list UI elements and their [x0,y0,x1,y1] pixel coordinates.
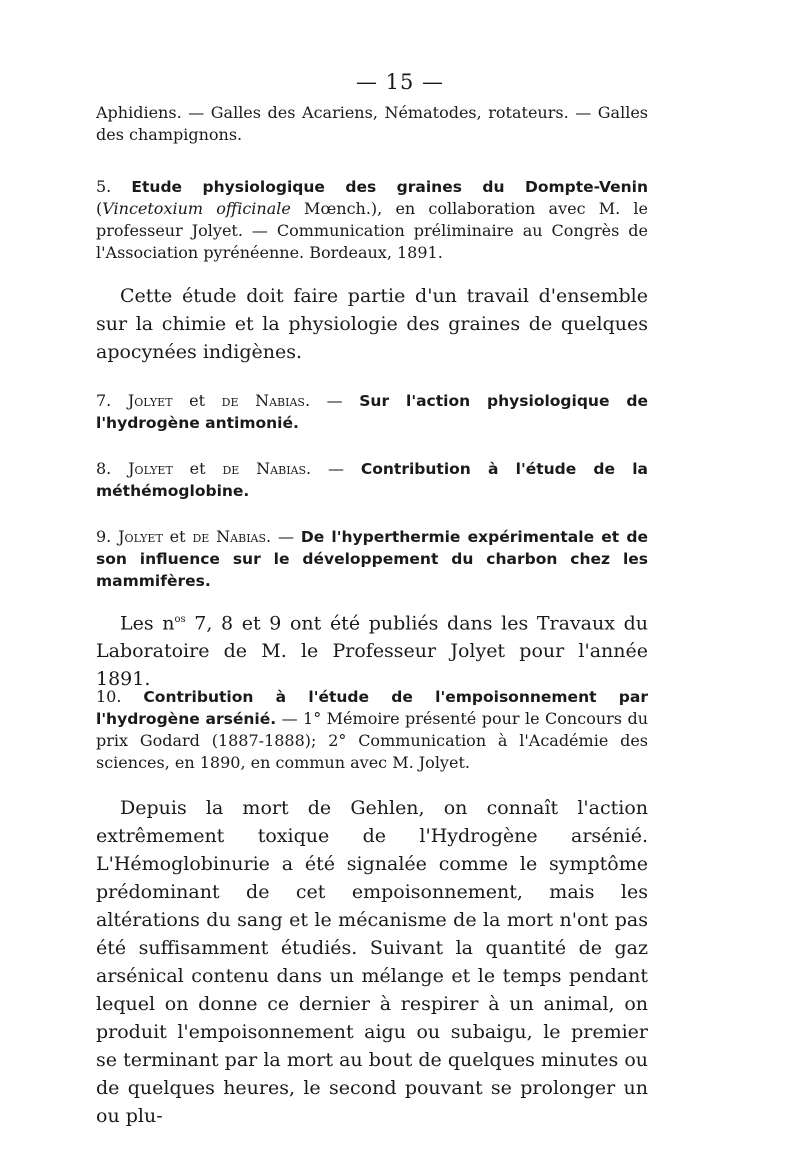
entry-8-title: Contribution à l'étude de la méthémoglobine. [96,460,648,500]
entry-7-author-and: et [172,391,222,410]
continuation-text: Aphidiens. — Galles des Acariens, Nématodes, rotateurs. — Galles des champignons. [96,103,648,144]
entry-9-title: De l'hyperthermie expérimentale et de son influence sur le développement du charbon chez les mammifères. [96,528,648,590]
entry-8-author-nabias: de Nabias [222,459,307,478]
entry-8 [96,458,648,502]
entry-10-number: 10. [96,687,122,706]
entry-9-separator: . — [266,527,301,546]
entry-9-author-and: et [162,527,193,546]
entry-10-title: Contribution à l'étude de l'empoisonnement par l'hydrogène arsénié. [96,688,648,728]
entry-9 [96,526,648,592]
entry-5-details: Mœnch.), en collaboration avec M. le professeur Jolyet. — Communication préliminaire au Congrès de l'Association pyrénéenne. Bordeaux, 1891. [96,199,649,262]
entry-8-author-and: et [172,459,223,478]
entry-5-title: Etude physiologique des graines du Dompte-Venin [131,178,648,196]
entry-7-number: 7. [96,391,112,410]
entry-5-number: 5. [96,177,112,196]
page-number: — 15 — [355,70,445,94]
entries-7-8-9-note [96,606,648,693]
entry-5-latin-name: Vincetoxium officinale [102,199,291,218]
note-body: 7, 8 et 9 ont été publiés dans les Travaux du Laboratoire de M. le Professeur Jolyet pour l'année 1891. [96,612,648,691]
entry-5-commentary: Cette étude doit faire partie d'un travail d'ensemble sur la chimie et la physiologie des graines de quelques apocynées indigènes. [96,285,648,363]
entry-5 [96,176,648,264]
entry-8-number: 8. [96,459,112,478]
entry-7-title: Sur l'action physiologique de l'hydrogène antimonié. [96,392,648,432]
note-superscript: os [174,614,186,625]
entry-7-separator: . — [304,391,360,410]
entry-8-separator: . — [306,459,361,478]
entry-9-author-nabias: de Nabias [192,527,267,546]
entry-9-author-jolyet: Jolyet [118,527,163,546]
entry-9-number: 9. [96,527,112,546]
entry-7-author-nabias: de Nabias [221,391,305,410]
entry-8-author-jolyet: Jolyet [128,459,173,478]
entry-7-author-jolyet: Jolyet [127,391,173,410]
note-prefix: Les n [120,612,175,635]
entry-5-latin-open: ( [96,199,103,218]
entry-10 [96,686,648,774]
entry-7 [96,390,648,434]
entry-10-commentary: Depuis la mort de Gehlen, on connaît l'action extrêmement toxique de l'Hydrogène arsénié. L'Hémoglobinurie a été signalée comme le symptôme prédominant de cet empoisonnement, mais les altérations du sang et le mécanisme de la mort n'ont pas été suffisamment étudiés. Suivant la quantité de gaz arsénical contenu dans un mélange et le temps pendant lequel on donne ce dernier à respirer à un animal, on produit l'empoisonnement aigu ou subaigu, le premier se terminant par la mort au bout de quelques minutes ou de quelques heures, le second pouvant se prolonger un ou plu- [96,797,648,1127]
entry-10-details: — 1° Mémoire présenté pour le Concours du prix Godard (1887-1888); 2° Communication à l'Académie des sciences, en 1890, en commun avec M. Jolyet. [96,709,648,772]
